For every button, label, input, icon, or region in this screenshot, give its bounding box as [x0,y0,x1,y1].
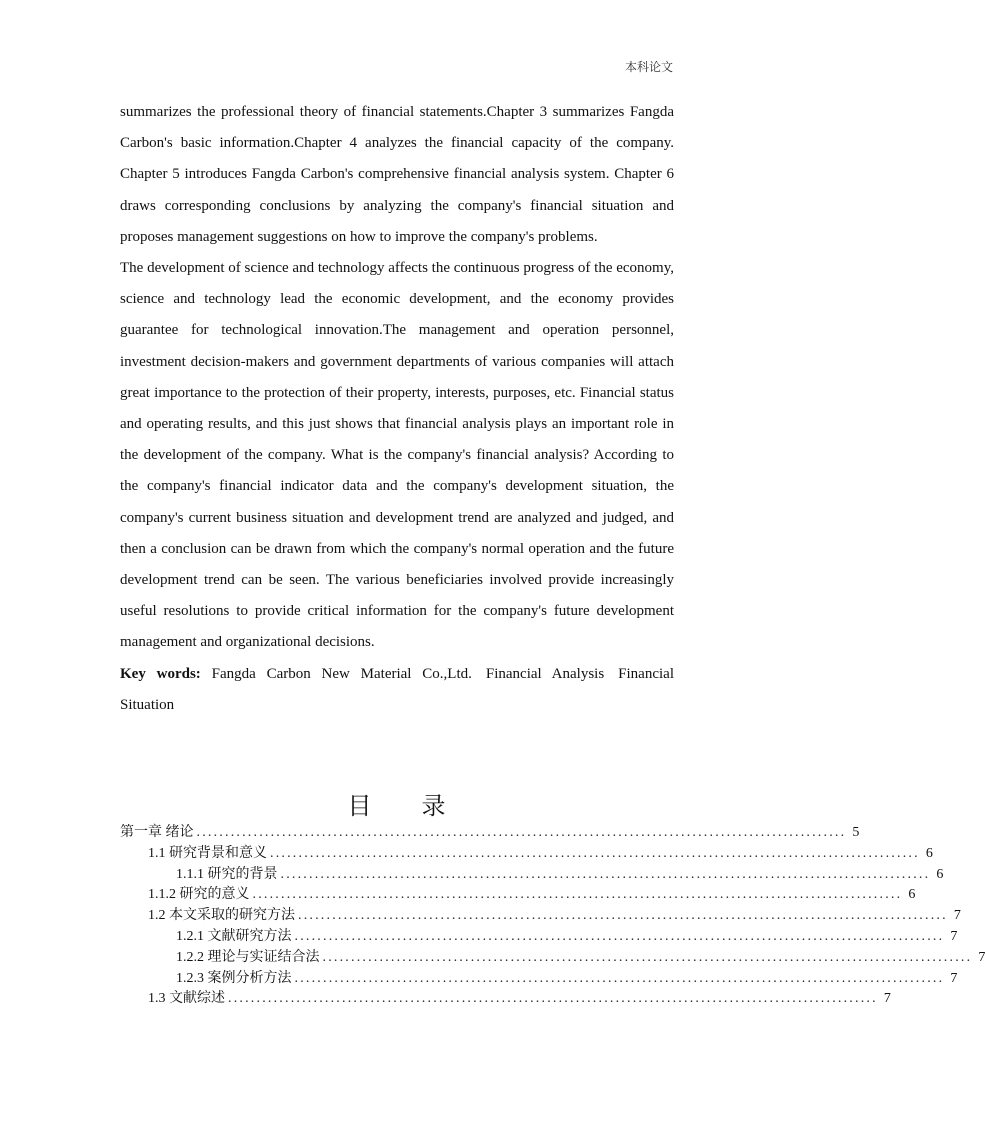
toc-entry-page: 7 [953,908,961,924]
toc-entry-label: 1.2 本文采取的研究方法 [148,908,295,924]
toc-entry-label: 1.2.1 文献研究方法 [176,928,292,944]
toc-entry-label: 1.1.1 研究的背景 [176,866,278,882]
toc-entry-label: 1.1 研究背景和意义 [148,845,267,861]
toc-leader-dots: .................................................................................................................. [280,866,931,882]
toc-entry-page: 6 [908,887,916,903]
toc-entry[interactable] [120,948,985,969]
abstract-paragraph-1: summarizes the professional theory of financial statements.Chapter 3 summarizes Fangda Carbon's basic information.Chapter 4 analyzes the financial capacity of the company. Chapter 5 introduces Fangda Carbon's comprehensive financial analysis system. Chapter 6 draws corresponding conclusions by analyzing the company's financial situation and proposes management suggestions on how to improve the company's problems. [120,104,674,245]
toc-entry[interactable] [120,969,958,990]
toc-leader-dots: .................................................................................................................. [252,887,903,903]
keyword-3: Financial Situation [120,665,674,713]
toc-entry-label: 1.2.3 案例分析方法 [176,970,292,986]
toc-entry[interactable] [120,844,933,865]
toc-entry-page: 6 [936,866,944,882]
toc-entry-page: 7 [950,970,958,986]
toc-entry-page: 6 [925,845,933,861]
keyword-2: Financial Analysis [485,665,605,682]
keywords-label: Key words: [120,665,201,682]
toc-leader-dots: .................................................................................................................. [196,825,847,840]
toc-entry[interactable] [120,885,916,906]
toc-entry-label: 1.3 文献综述 [148,991,225,1007]
toc-entry[interactable] [120,927,958,948]
toc-entry-label: 1.1.2 研究的意义 [148,887,250,903]
toc-leader-dots: .................................................................................................................. [294,970,945,986]
toc-entry[interactable] [120,823,860,844]
toc-entry-page: 5 [852,825,860,840]
toc-entry[interactable] [120,989,891,1010]
keywords-line [120,659,674,721]
toc-leader-dots: .................................................................................................................. [228,991,878,1007]
page-header: 本科论文 [624,60,673,74]
toc-entry-label: 第一章 绪论 [120,825,194,840]
abstract-body [120,97,674,721]
abstract-paragraph-2: The development of science and technology affects the continuous progress of the economy, science and technology lead the economic development, and the economy provides guarantee for technological innovation.The management and operation personnel, investment decision-makers and government departments of various companies will attach great importance to the protection of their property, interests, purposes, etc. Financial status and operating results, and this just shows that financial analysis plays an important role in the development of the company. What is the company's financial analysis? According to the company's financial indicator data and the company's development situation, the company's current business situation and development trend are analyzed and judged, and then a conclusion can be drawn from which the company's normal operation and the future development trend can be seen. The various beneficiaries involved provide increasingly useful resolutions to provide critical information for the company's future development management and organizational decisions. [120,260,674,651]
table-of-contents [120,823,985,1010]
toc-title: 目 录 [347,794,468,820]
toc-leader-dots: .................................................................................................................. [298,908,948,924]
toc-leader-dots: .................................................................................................................. [270,845,920,861]
keyword-1: Fangda Carbon New Material Co.,Ltd. [211,665,472,682]
toc-leader-dots: .................................................................................................................. [322,949,973,965]
toc-leader-dots: .................................................................................................................. [294,928,945,944]
toc-entry[interactable] [120,865,944,886]
toc-entry-label: 1.2.2 理论与实证结合法 [176,949,320,965]
toc-entry-page: 7 [978,949,985,965]
toc-entry[interactable] [120,906,961,927]
toc-entry-page: 7 [883,991,891,1007]
toc-entry-page: 7 [950,928,958,944]
header-rule [120,80,674,81]
